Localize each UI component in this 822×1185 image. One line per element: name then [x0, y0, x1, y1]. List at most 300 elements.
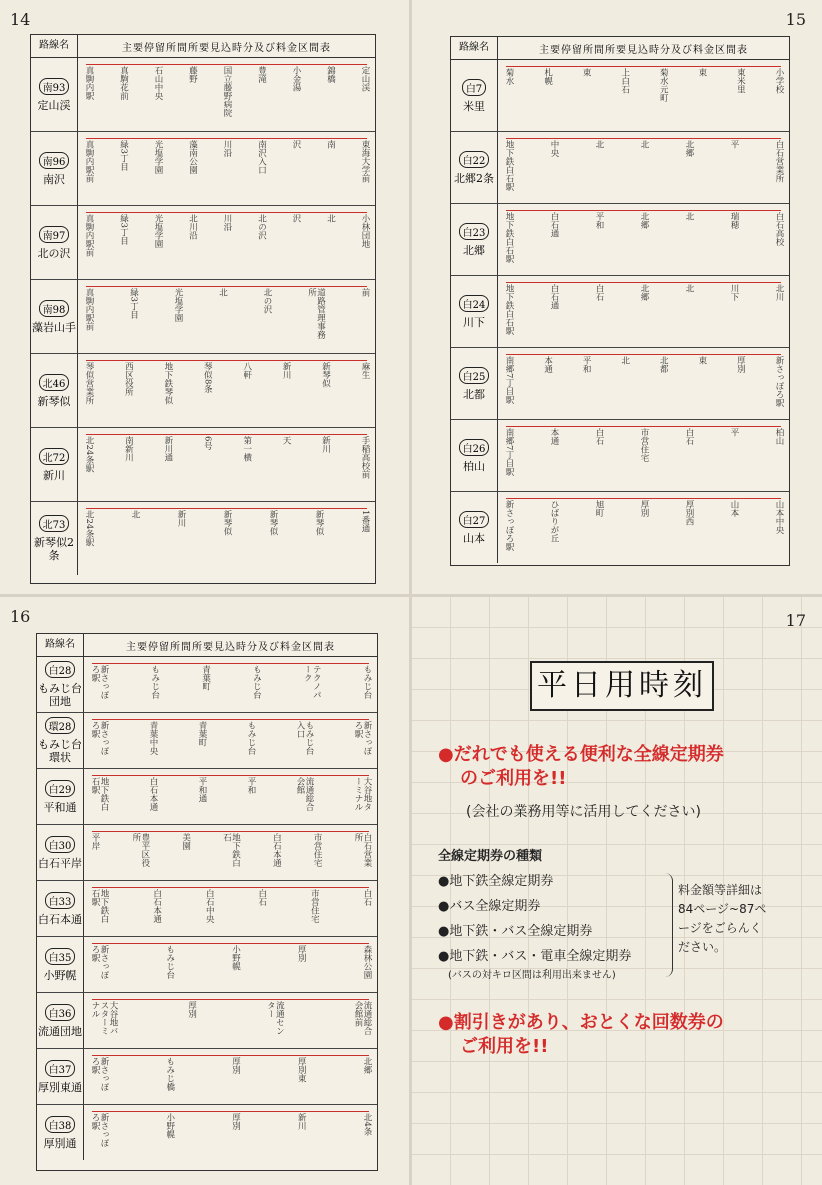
route-schedule: [84, 937, 377, 992]
stop-name: 新さっぽろ駅: [353, 721, 372, 755]
stop-name: 新琴似: [268, 510, 278, 536]
stop-name: 厚別: [186, 1001, 197, 1018]
route-name: 白石平岸: [38, 856, 82, 870]
route-schedule: [498, 60, 789, 131]
stop-name: 小野幌: [230, 945, 241, 971]
stop-name: 琴似8条: [202, 362, 213, 393]
stop-name: 6号: [202, 436, 213, 450]
stop-name: 白石中央: [204, 889, 215, 923]
stop-name: 新琴似: [314, 510, 324, 536]
stop-name: 平和通: [197, 777, 207, 803]
route-name: 北の沢: [37, 246, 71, 260]
route-label: [31, 206, 78, 279]
stop-name: 白石: [594, 284, 604, 301]
route-schedule: [84, 825, 377, 880]
stop-list: [84, 436, 369, 495]
route-code-badge: 白36: [45, 1004, 76, 1021]
table-row: [451, 60, 789, 132]
route-name: 厚別東通: [38, 1080, 82, 1094]
stop-name: 川下: [729, 284, 739, 301]
promo-heading-2-line1: ●割引きがあり、おとくな回数券の: [438, 1012, 724, 1033]
fare-zone-line: [92, 1055, 369, 1056]
promo-heading-2: [438, 1011, 724, 1059]
stop-name: 定山渓: [360, 66, 370, 92]
route-name: 柏山: [463, 459, 485, 473]
route-schedule: [78, 206, 375, 279]
fare-zone-line: [506, 210, 781, 211]
table-row: [451, 420, 789, 492]
stop-name: 美園: [180, 833, 191, 850]
table-row: [37, 769, 377, 825]
route-table: [30, 34, 376, 584]
stop-name: 真駒花前: [118, 66, 129, 100]
stop-name: 新川: [176, 510, 186, 527]
promo-heading-1-line2: のご利用を!!: [460, 768, 567, 789]
table-row: [37, 993, 377, 1049]
route-name: 山本: [463, 531, 485, 545]
table-header: [37, 634, 377, 657]
route-code-badge: 南98: [39, 300, 70, 317]
route-code-badge: 南93: [39, 78, 70, 95]
route-code-badge: 白37: [45, 1060, 76, 1077]
stop-name: もみじ台: [251, 665, 262, 699]
stop-list: [504, 68, 783, 125]
stop-name: 北: [325, 214, 336, 223]
stop-list: [90, 665, 371, 706]
stop-list: [504, 284, 783, 341]
fare-zone-line: [506, 282, 781, 283]
stop-name: 新川: [296, 1113, 307, 1130]
stop-name: もみじ橋: [164, 1057, 175, 1091]
route-name: 藻岩山手: [32, 320, 76, 334]
route-name: もみじ台団地: [38, 682, 82, 708]
stop-name: 小林団地: [360, 214, 370, 248]
stop-name: 小学校: [773, 68, 784, 94]
fare-zone-line: [92, 999, 369, 1000]
types-note: (バスの対キロ区間は利用出来ません): [448, 970, 616, 981]
table-row: [31, 58, 375, 132]
route-code-badge: 白28: [45, 661, 76, 678]
stop-name: 本通: [542, 356, 553, 373]
stop-name: 厚別東: [296, 1057, 307, 1083]
side-note: [678, 881, 766, 957]
route-name: 新川: [43, 468, 65, 482]
fare-zone-line: [86, 508, 367, 509]
stop-name: 上白石: [619, 68, 630, 94]
fare-zone-line: [506, 354, 781, 355]
stop-name: 白石: [594, 428, 604, 445]
stop-name: ひばりが丘: [549, 500, 559, 543]
stop-name: 錦橋: [325, 66, 336, 83]
route-code-badge: 白35: [45, 948, 76, 965]
stop-name: 青葉中央: [148, 721, 158, 755]
stop-name: 天: [281, 436, 292, 445]
stop-name: 厚別: [735, 356, 746, 373]
route-label: [37, 881, 84, 936]
types-heading: 全線定期券の種類: [438, 849, 543, 864]
fare-zone-line: [506, 426, 781, 427]
route-code-badge: 環28: [45, 717, 76, 734]
stop-name: 厚別: [230, 1113, 241, 1130]
route-name: 流通団地: [38, 1024, 82, 1038]
fare-zone-line: [506, 138, 781, 139]
route-schedule: [498, 492, 789, 563]
fare-zone-line: [86, 138, 367, 139]
stop-name: 北: [639, 140, 649, 149]
stop-name: 北: [217, 288, 228, 297]
page-15: [412, 0, 822, 594]
route-code-badge: 白38: [45, 1116, 76, 1133]
route-name: 南沢: [43, 172, 65, 186]
stop-name: もみじ台入口: [295, 721, 314, 755]
route-schedule: [78, 58, 375, 131]
stop-name: 南: [325, 140, 336, 149]
stop-name: 白石本通: [151, 889, 162, 923]
stop-name: テクノパーク: [302, 665, 322, 699]
fare-zone-line: [86, 64, 367, 65]
stop-name: 大谷地バスターミナル: [90, 1001, 118, 1035]
route-schedule: [498, 420, 789, 491]
stop-name: 新川: [320, 436, 331, 453]
stop-name: もみじ台: [361, 665, 372, 699]
route-rows: [37, 657, 377, 1160]
stop-name: 新琴似: [222, 510, 232, 536]
route-rows: [31, 58, 375, 575]
fare-zone-line: [92, 663, 369, 664]
stop-name: 北郷: [362, 1057, 372, 1074]
stop-name: 北の沢: [256, 214, 267, 240]
stop-name: 平: [729, 140, 739, 149]
route-schedule: [84, 769, 377, 824]
stop-list: [504, 428, 783, 485]
route-code-badge: 南97: [39, 226, 70, 243]
route-name: 厚別通: [43, 1136, 77, 1150]
route-code-badge: 南96: [39, 152, 70, 169]
promo-heading-1: [438, 743, 724, 791]
fare-zone-line: [86, 212, 367, 213]
stop-name: 光塩学園: [153, 214, 163, 248]
stop-name: 北: [619, 356, 630, 365]
stop-list: [504, 356, 783, 413]
promo-heading-2-line2: ご利用を!!: [460, 1036, 549, 1057]
stop-list: [90, 1057, 371, 1098]
stop-name: 北郷: [639, 212, 649, 229]
route-code-badge: 白27: [459, 511, 490, 528]
stop-name: 前: [360, 288, 370, 297]
table-row: [451, 132, 789, 204]
col-route-name: 路線名: [37, 634, 84, 656]
stop-list: [84, 66, 369, 125]
fare-zone-line: [92, 943, 369, 944]
stop-name: 白石: [684, 428, 694, 445]
stop-name: 北24条駅: [84, 510, 94, 547]
table-row: [37, 713, 377, 769]
page-17: [412, 597, 822, 1185]
route-schedule: [84, 881, 377, 936]
route-name: 小野幌: [43, 968, 77, 982]
route-label: [451, 348, 498, 419]
stop-name: 柏山: [774, 428, 784, 445]
stop-name: 北: [594, 140, 604, 149]
stop-name: 1番通: [360, 510, 370, 533]
stop-list: [90, 1113, 371, 1154]
stop-name: 白石通: [549, 284, 559, 310]
route-name: 北郷2条: [454, 171, 494, 185]
route-label: [31, 428, 78, 501]
fare-zone-line: [86, 286, 367, 287]
stop-name: もみじ台: [164, 945, 175, 979]
stop-name: 北24条駅: [84, 436, 94, 473]
route-label: [451, 276, 498, 347]
stop-name: 新さっぽろ駅: [90, 1057, 109, 1091]
fare-zone-line: [92, 719, 369, 720]
route-label: [451, 420, 498, 491]
route-name: 新琴似: [37, 394, 71, 408]
page-title: 平日用時刻: [530, 661, 714, 711]
stop-name: 市営住宅: [312, 833, 323, 867]
route-label: [37, 825, 84, 880]
stop-name: 新さっぽろ駅: [90, 665, 109, 699]
route-code-badge: 白22: [459, 151, 490, 168]
route-label: [451, 132, 498, 203]
stop-name: 新さっぽろ駅: [90, 721, 109, 755]
page-14: [0, 0, 409, 594]
stop-name: 手稲高校前: [359, 436, 370, 479]
route-code-badge: 白33: [45, 892, 76, 909]
route-name: 新琴似2条: [34, 536, 74, 562]
table-row: [451, 204, 789, 276]
stop-name: 流通総合会館: [295, 777, 314, 811]
route-code-badge: 白7: [462, 79, 486, 96]
stop-name: 南郷7丁目駅: [504, 356, 514, 404]
promo-heading-1-line1: ●だれでも使える便利な全線定期券: [438, 744, 724, 765]
route-label: [451, 60, 498, 131]
stop-name: 流通総合会館前: [352, 1001, 372, 1035]
fare-zone-line: [506, 66, 781, 67]
promo-note: (会社の業務用等に活用してください): [466, 804, 701, 820]
stop-name: 新さっぽろ駅: [90, 945, 109, 979]
fare-zone-line: [86, 360, 367, 361]
stop-name: 地下鉄白石駅: [504, 284, 514, 335]
stop-name: 旭町: [594, 500, 604, 517]
route-table: [450, 36, 790, 566]
side-note-line: ださい。: [678, 940, 727, 954]
stop-name: 真駒内駅前: [84, 288, 94, 331]
stop-name: 地下鉄白石駅: [90, 889, 109, 923]
page-16: [0, 597, 409, 1185]
route-label: [37, 1105, 84, 1160]
col-header-title: 主要停留所間所要見込時分及び料金区間表: [539, 44, 748, 56]
stop-name: 緑3丁目: [128, 288, 139, 319]
type-item: ●地下鉄全線定期券: [438, 874, 554, 889]
stop-name: 平: [729, 428, 739, 437]
route-name: 北都: [463, 387, 485, 401]
stop-name: 豊平区役所: [130, 833, 150, 867]
route-label: [37, 993, 84, 1048]
stop-name: 白石営業所: [352, 833, 372, 867]
stop-name: 厚別西: [684, 500, 694, 526]
type-item: ●バス全線定期券: [438, 899, 541, 914]
stop-name: 南郷7丁目駅: [504, 428, 514, 476]
route-code-badge: 白30: [45, 836, 76, 853]
stop-name: 北川: [774, 284, 784, 301]
table-row: [37, 937, 377, 993]
stop-name: 新さっぽろ駅: [504, 500, 514, 551]
stop-name: 北郷: [639, 284, 649, 301]
stop-name: 北川沿: [187, 214, 198, 240]
stop-name: 川沿: [222, 214, 232, 231]
route-table: [36, 633, 378, 1171]
stop-name: 真駒内駅前: [84, 214, 94, 257]
route-name: 米里: [463, 99, 485, 113]
route-label: [451, 492, 498, 563]
stop-name: 白石営業所: [774, 140, 784, 183]
stop-name: 東: [696, 356, 707, 365]
route-schedule: [78, 280, 375, 353]
table-row: [37, 881, 377, 937]
stop-name: 光塩学園: [153, 140, 163, 174]
stop-name: 沢: [291, 214, 301, 223]
stop-name: 新琴似: [320, 362, 331, 388]
stop-name: 平岸: [90, 833, 100, 850]
page-number: 17: [785, 611, 806, 630]
stop-name: 国立藤野病院: [222, 66, 232, 117]
stop-name: 藻南公園: [187, 140, 198, 174]
stop-name: 青葉町: [197, 721, 207, 747]
route-label: [37, 713, 84, 768]
stop-list: [90, 1001, 371, 1042]
stop-list: [504, 500, 783, 557]
stop-name: 本通: [549, 428, 559, 445]
route-schedule: [84, 1049, 377, 1104]
col-header-title: 主要停留所間所要見込時分及び料金区間表: [126, 641, 335, 653]
stop-name: 西区役所: [123, 362, 134, 396]
stop-name: 森林公園: [362, 945, 372, 979]
stop-name: 平和: [246, 777, 256, 794]
route-schedule: [498, 132, 789, 203]
stop-list: [90, 777, 371, 818]
types-list: [438, 869, 631, 983]
stop-name: 光塩学園: [173, 288, 183, 322]
stop-name: 真駒内駅: [84, 66, 94, 100]
stop-name: 白石: [361, 889, 372, 906]
route-label: [31, 280, 78, 353]
brace: [664, 873, 673, 977]
stop-name: 地下鉄白石駅: [504, 140, 514, 191]
route-label: [31, 502, 78, 575]
stop-name: 平和: [581, 356, 592, 373]
stop-name: 市営住宅: [639, 428, 649, 462]
stop-name: 白石: [256, 889, 267, 906]
stop-name: 白石通: [549, 212, 559, 238]
table-row: [31, 132, 375, 206]
page-number: 14: [10, 10, 31, 29]
col-header-title: 主要停留所間所要見込時分及び料金区間表: [122, 42, 331, 54]
stop-name: 北4条: [362, 1113, 372, 1136]
route-rows: [451, 60, 789, 563]
stop-list: [84, 214, 369, 273]
stop-name: 藤野: [187, 66, 198, 83]
stop-name: 新川通: [162, 436, 173, 462]
stop-name: 地下鉄白石駅: [90, 777, 109, 811]
fare-zone-line: [92, 831, 369, 832]
fare-zone-line: [92, 887, 369, 888]
stop-name: 八軒: [241, 362, 252, 379]
table-row: [31, 354, 375, 428]
stop-name: もみじ台: [149, 665, 160, 699]
stop-name: 第一横: [241, 436, 252, 462]
type-item: ●地下鉄・バス全線定期券: [438, 924, 593, 939]
table-row: [451, 348, 789, 420]
col-route-name: 路線名: [31, 35, 78, 57]
stop-name: 新さっぽろ駅: [90, 1113, 109, 1147]
table-row: [31, 428, 375, 502]
stop-name: 白石本通: [148, 777, 158, 811]
table-row: [37, 1105, 377, 1160]
route-schedule: [84, 713, 377, 768]
stop-name: 豊滝: [256, 66, 267, 83]
stop-name: 真駒内駅前: [84, 140, 94, 183]
route-name: 平和通: [43, 800, 77, 814]
stop-list: [90, 721, 371, 762]
route-code-badge: 白29: [45, 780, 76, 797]
fare-zone-line: [92, 1111, 369, 1112]
stop-name: 北: [130, 510, 140, 519]
route-schedule: [84, 657, 377, 712]
stop-name: 新川: [281, 362, 292, 379]
fare-zone-line: [506, 498, 781, 499]
route-schedule: [78, 132, 375, 205]
route-label: [451, 204, 498, 275]
route-label: [37, 769, 84, 824]
col-route-name: 路線名: [451, 37, 498, 59]
stop-name: 麻生: [359, 362, 370, 379]
route-schedule: [498, 204, 789, 275]
stop-name: 白石高校: [774, 212, 784, 246]
fare-zone-line: [86, 434, 367, 435]
stop-list: [84, 140, 369, 199]
stop-name: 北郷: [684, 140, 694, 157]
stop-name: 厚別: [639, 500, 649, 517]
table-row: [37, 657, 377, 713]
table-header: [31, 35, 375, 58]
stop-name: 東海大学前: [360, 140, 370, 183]
stop-name: 平和: [594, 212, 604, 229]
side-note-line: 84ページ~87ペ: [678, 902, 767, 916]
stop-name: 北: [684, 284, 694, 293]
stop-list: [84, 510, 369, 569]
page-number: 15: [785, 10, 806, 29]
route-label: [37, 657, 84, 712]
stop-name: 新さっぽろ駅: [773, 356, 784, 407]
type-item: ●地下鉄・バス・電車全線定期券: [438, 949, 632, 964]
route-code-badge: 白26: [459, 439, 490, 456]
route-code-badge: 白25: [459, 367, 490, 384]
stop-name: 菊水元町: [658, 68, 669, 102]
stop-name: 厚別: [296, 945, 307, 962]
stop-name: もみじ台: [246, 721, 256, 755]
route-schedule: [78, 428, 375, 501]
side-note-line: 料金額等詳細は: [678, 883, 763, 897]
stop-list: [90, 889, 371, 930]
stop-name: 南沢入口: [256, 140, 267, 174]
stop-name: 小金湯: [291, 66, 301, 92]
stop-list: [504, 140, 783, 197]
route-label: [37, 937, 84, 992]
table-row: [37, 1049, 377, 1105]
route-code-badge: 北46: [39, 374, 70, 391]
route-label: [31, 132, 78, 205]
